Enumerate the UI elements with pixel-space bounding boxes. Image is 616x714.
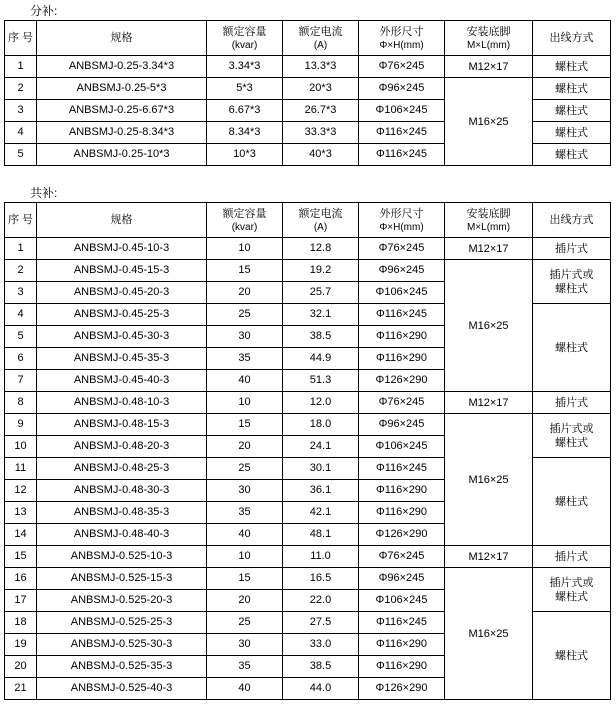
cell-spec: ANBSMJ-0.45-25-3 [37,304,207,326]
header-footing-unit: M×L(mm) [466,39,511,51]
cell-capacity: 35 [207,502,283,524]
cell-no: 17 [5,590,37,612]
cell-spec: ANBSMJ-0.48-10-3 [37,392,207,414]
cell-spec: ANBSMJ-0.25-3.34*3 [37,56,207,78]
cell-outlet [533,546,611,568]
cell-line: M12×17 [468,60,509,73]
cell-capacity: 30 [207,326,283,348]
cell-capacity: 20 [207,590,283,612]
cell-current: 16.5 [283,568,359,590]
cell-line: M12×17 [468,550,509,563]
table-head [5,203,611,238]
cell-footing [445,238,533,260]
section-gap [0,166,616,182]
cell-capacity: 40 [207,678,283,700]
cell-capacity: 40 [207,370,283,392]
cell-outlet [533,392,611,414]
cell-dimension: Φ126×290 [359,524,445,546]
cell-dimension: Φ106×245 [359,100,445,122]
cell-current: 12.8 [283,238,359,260]
table-row [5,238,611,260]
cell-capacity: 25 [207,612,283,634]
cell-footing [445,392,533,414]
header-dimension-unit: Φ×H(mm) [379,39,424,51]
cell-outlet [533,100,611,122]
cell-capacity: 3.34*3 [207,56,283,78]
header-outlet: 出线方式 [533,203,611,238]
cell-no: 2 [5,78,37,100]
cell-capacity: 35 [207,348,283,370]
header-dimension-unit: Φ×H(mm) [379,221,424,233]
cell-dimension: Φ116×290 [359,656,445,678]
cell-no: 12 [5,480,37,502]
cell-current: 27.5 [283,612,359,634]
cell-dimension: Φ116×245 [359,612,445,634]
cell-dimension: Φ116×290 [359,480,445,502]
header-current-line1: 额定电流 [298,25,343,38]
cell-line: 螺柱式 [555,82,588,95]
table-head [5,21,611,56]
cell-capacity: 25 [207,458,283,480]
spec-table-fenbu [4,20,611,166]
cell-no: 6 [5,348,37,370]
cell-no: 16 [5,568,37,590]
header-current [283,203,359,238]
cell-capacity: 10*3 [207,144,283,166]
header-dimension-line1: 外形尺寸 [379,25,424,38]
cell-spec: ANBSMJ-0.525-15-3 [37,568,207,590]
cell-current: 24.1 [283,436,359,458]
cell-line: M12×17 [468,242,509,255]
cell-line: M12×17 [468,396,509,409]
cell-capacity: 5*3 [207,78,283,100]
cell-dimension: Φ96×245 [359,568,445,590]
cell-current: 44.9 [283,348,359,370]
cell-dimension: Φ106×245 [359,282,445,304]
cell-line: 插片式 [555,550,588,563]
cell-line: 插片式 [555,242,588,255]
cell-spec: ANBSMJ-0.525-40-3 [37,678,207,700]
cell-spec: ANBSMJ-0.525-30-3 [37,634,207,656]
cell-current: 38.5 [283,656,359,678]
header-current-unit: (A) [313,39,328,51]
cell-spec: ANBSMJ-0.45-20-3 [37,282,207,304]
cell-dimension: Φ116×290 [359,326,445,348]
cell-current: 36.1 [283,480,359,502]
cell-spec: ANBSMJ-0.45-40-3 [37,370,207,392]
cell-dimension: Φ116×245 [359,144,445,166]
cell-current: 30.1 [283,458,359,480]
cell-outlet [533,458,611,546]
cell-line: M16×25 [468,319,509,332]
header-row [5,203,611,238]
cell-spec: ANBSMJ-0.25-6.67*3 [37,100,207,122]
cell-line: M16×25 [468,115,509,128]
cell-capacity: 10 [207,238,283,260]
header-footing [445,21,533,56]
header-capacity-line1: 额定容量 [222,25,267,38]
cell-outlet [533,122,611,144]
cell-outlet [533,78,611,100]
cell-spec: ANBSMJ-0.525-20-3 [37,590,207,612]
header-current [283,21,359,56]
cell-spec: ANBSMJ-0.48-15-3 [37,414,207,436]
header-capacity [207,203,283,238]
cell-dimension: Φ116×290 [359,502,445,524]
header-spec: 规格 [37,21,207,56]
cell-spec: ANBSMJ-0.45-35-3 [37,348,207,370]
cell-no: 9 [5,414,37,436]
cell-current: 40*3 [283,144,359,166]
cell-line: 螺柱式 [555,126,588,139]
table-row [5,260,611,282]
cell-capacity: 15 [207,260,283,282]
cell-footing [445,56,533,78]
cell-dimension: Φ116×290 [359,348,445,370]
cell-current: 51.3 [283,370,359,392]
cell-spec: ANBSMJ-0.525-35-3 [37,656,207,678]
cell-spec: ANBSMJ-0.25-8.34*3 [37,122,207,144]
header-capacity [207,21,283,56]
cell-capacity: 15 [207,568,283,590]
cell-no: 8 [5,392,37,414]
cell-no: 1 [5,56,37,78]
cell-dimension: Φ116×290 [359,634,445,656]
cell-no: 18 [5,612,37,634]
cell-line: 螺柱式 [555,60,588,73]
cell-no: 13 [5,502,37,524]
cell-dimension: Φ76×245 [359,546,445,568]
header-footing-line1: 安装底脚 [466,25,511,38]
cell-dimension: Φ106×245 [359,436,445,458]
spec-table-gongbu [4,202,611,700]
cell-line: 螺柱式 [555,590,588,603]
cell-line: 螺柱式 [555,649,588,662]
cell-no: 15 [5,546,37,568]
cell-capacity: 10 [207,392,283,414]
cell-line: 螺柱式 [555,341,588,354]
cell-current: 32.1 [283,304,359,326]
header-capacity-unit: (kvar) [231,221,258,233]
cell-capacity: 15 [207,414,283,436]
cell-capacity: 30 [207,634,283,656]
cell-line: 螺柱式 [555,495,588,508]
cell-spec: ANBSMJ-0.48-20-3 [37,436,207,458]
cell-current: 25.7 [283,282,359,304]
header-dimension-line1: 外形尺寸 [379,207,424,220]
cell-capacity: 10 [207,546,283,568]
cell-current: 11.0 [283,546,359,568]
cell-spec: ANBSMJ-0.45-15-3 [37,260,207,282]
cell-dimension: Φ96×245 [359,414,445,436]
cell-current: 18.0 [283,414,359,436]
cell-footing [445,78,533,166]
cell-dimension: Φ126×290 [359,678,445,700]
cell-footing [445,414,533,546]
cell-line: 螺柱式 [555,148,588,161]
cell-no: 19 [5,634,37,656]
cell-outlet [533,56,611,78]
cell-capacity: 35 [207,656,283,678]
header-footing [445,203,533,238]
cell-capacity: 6.67*3 [207,100,283,122]
cell-current: 33.0 [283,634,359,656]
cell-spec: ANBSMJ-0.525-10-3 [37,546,207,568]
table-row [5,546,611,568]
cell-dimension: Φ96×245 [359,78,445,100]
cell-no: 4 [5,122,37,144]
cell-line: M16×25 [468,627,509,640]
cell-spec: ANBSMJ-0.48-30-3 [37,480,207,502]
cell-capacity: 8.34*3 [207,122,283,144]
header-dimension [359,203,445,238]
table-body-gongbu [5,238,611,700]
cell-capacity: 20 [207,436,283,458]
cell-dimension: Φ106×245 [359,590,445,612]
cell-dimension: Φ76×245 [359,238,445,260]
cell-spec: ANBSMJ-0.45-10-3 [37,238,207,260]
cell-dimension: Φ116×245 [359,458,445,480]
cell-no: 14 [5,524,37,546]
cell-line: 螺柱式 [555,104,588,117]
cell-spec: ANBSMJ-0.48-35-3 [37,502,207,524]
cell-footing [445,546,533,568]
cell-spec: ANBSMJ-0.525-25-3 [37,612,207,634]
cell-no: 5 [5,326,37,348]
cell-outlet [533,304,611,392]
cell-spec: ANBSMJ-0.48-25-3 [37,458,207,480]
cell-footing [445,260,533,392]
table-row [5,414,611,436]
cell-current: 33.3*3 [283,122,359,144]
cell-line: 螺柱式 [555,282,588,295]
cell-capacity: 25 [207,304,283,326]
cell-current: 19.2 [283,260,359,282]
cell-current: 44.0 [283,678,359,700]
cell-current: 48.1 [283,524,359,546]
cell-dimension: Φ96×245 [359,260,445,282]
header-dimension [359,21,445,56]
header-no: 序 号 [5,203,37,238]
cell-line: 插片式或 [549,576,594,589]
cell-capacity: 40 [207,524,283,546]
cell-capacity: 20 [207,282,283,304]
cell-line: M16×25 [468,473,509,486]
header-spec: 规格 [37,203,207,238]
header-row [5,21,611,56]
header-capacity-unit: (kvar) [231,39,258,51]
header-current-line1: 额定电流 [298,207,343,220]
header-footing-line1: 安装底脚 [466,207,511,220]
section-label-fenbu: 分补: [30,4,58,18]
table-row [5,56,611,78]
cell-outlet [533,612,611,700]
cell-line: 螺柱式 [555,436,588,449]
cell-no: 5 [5,144,37,166]
cell-outlet [533,144,611,166]
table-row [5,568,611,590]
cell-no: 21 [5,678,37,700]
cell-no: 11 [5,458,37,480]
cell-spec: ANBSMJ-0.25-10*3 [37,144,207,166]
cell-no: 20 [5,656,37,678]
table-row [5,392,611,414]
cell-outlet [533,568,611,612]
cell-no: 3 [5,100,37,122]
cell-footing [445,568,533,700]
cell-current: 22.0 [283,590,359,612]
section-label-gongbu: 共补: [30,186,58,200]
table-body-fenbu [5,56,611,166]
cell-no: 10 [5,436,37,458]
cell-dimension: Φ116×245 [359,122,445,144]
cell-outlet [533,238,611,260]
cell-dimension: Φ116×245 [359,304,445,326]
cell-dimension: Φ76×245 [359,392,445,414]
header-capacity-line1: 额定容量 [222,207,267,220]
cell-line: 插片式 [555,396,588,409]
cell-current: 38.5 [283,326,359,348]
cell-current: 26.7*3 [283,100,359,122]
cell-line: 插片式或 [549,268,594,281]
cell-no: 2 [5,260,37,282]
cell-current: 20*3 [283,78,359,100]
header-outlet: 出线方式 [533,21,611,56]
cell-outlet [533,260,611,304]
cell-no: 7 [5,370,37,392]
cell-line: 插片式或 [549,422,594,435]
cell-no: 1 [5,238,37,260]
cell-no: 3 [5,282,37,304]
cell-current: 12.0 [283,392,359,414]
cell-dimension: Φ76×245 [359,56,445,78]
header-no: 序 号 [5,21,37,56]
cell-capacity: 30 [207,480,283,502]
cell-spec: ANBSMJ-0.25-5*3 [37,78,207,100]
header-footing-unit: M×L(mm) [466,221,511,233]
cell-spec: ANBSMJ-0.45-30-3 [37,326,207,348]
header-current-unit: (A) [313,221,328,233]
cell-no: 4 [5,304,37,326]
cell-dimension: Φ126×290 [359,370,445,392]
cell-current: 13.3*3 [283,56,359,78]
cell-spec: ANBSMJ-0.48-40-3 [37,524,207,546]
table-row [5,78,611,100]
cell-outlet [533,414,611,458]
cell-current: 42.1 [283,502,359,524]
